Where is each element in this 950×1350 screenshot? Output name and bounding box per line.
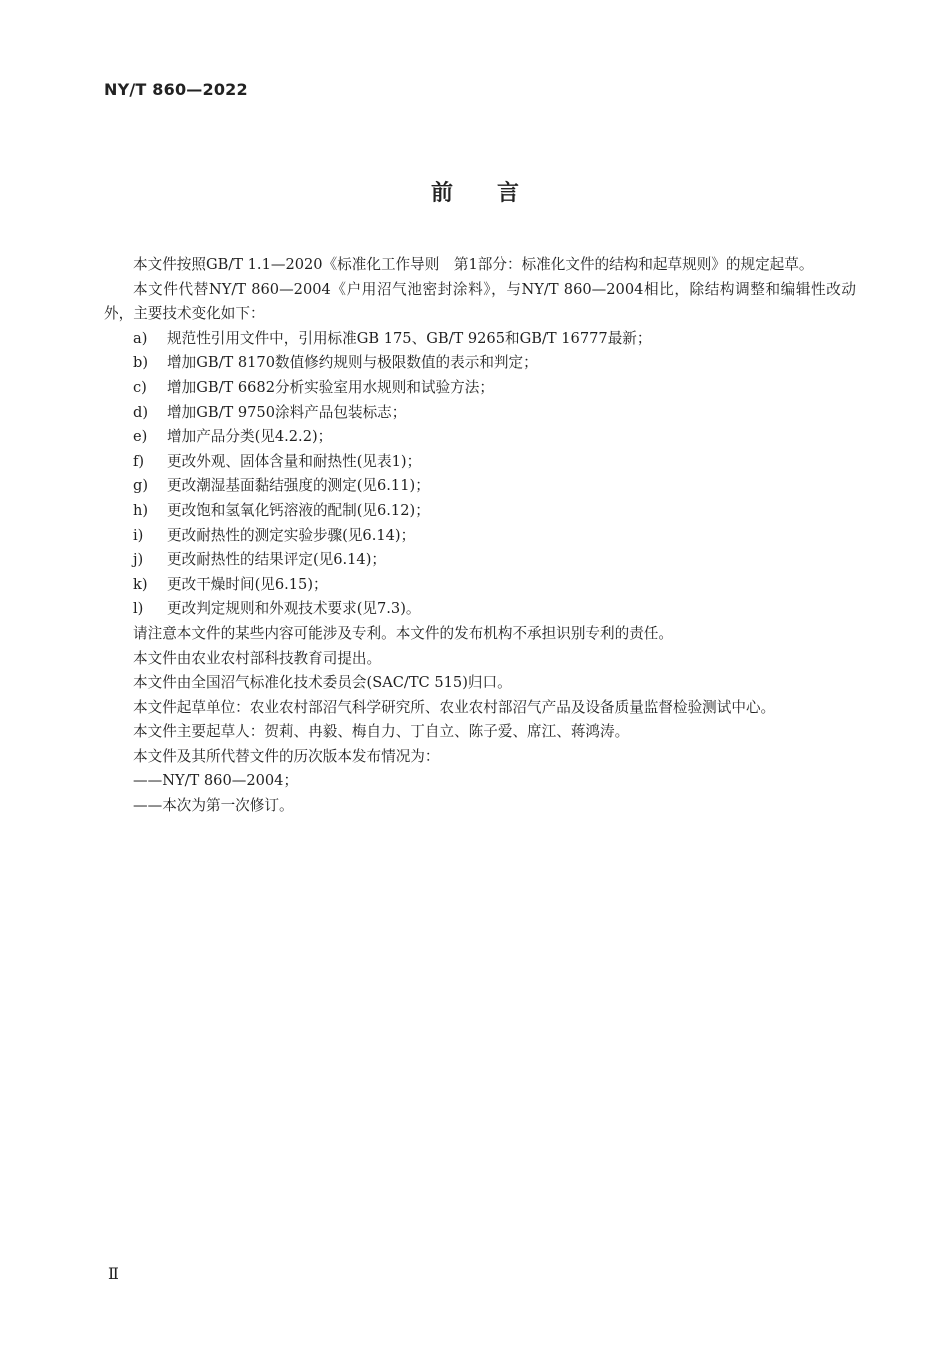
- list-item: [104, 573, 856, 598]
- list-item-text: 更改外观、固体含量和耐热性(见表1)；: [167, 452, 422, 470]
- list-item-text: 规范性引用文件中，引用标准GB 175、GB/T 9265和GB/T 16777最新；: [167, 329, 652, 347]
- list-item-text: 增加GB/T 9750涂料产品包装标志；: [167, 403, 407, 421]
- list-marker: c): [133, 378, 147, 396]
- drafters: 本文件主要起草人：贺莉、冉毅、梅自力、丁自立、陈子爱、席江、蒋鸿涛。: [133, 723, 630, 741]
- patent-notice: 请注意本文件的某些内容可能涉及专利。本文件的发布机构不承担识别专利的责任。: [133, 624, 673, 642]
- list-item-text: 更改饱和氢氧化钙溶液的配制(见6.12)；: [167, 501, 430, 519]
- changes-list: [104, 327, 856, 622]
- document-code: NY/T 860—2022: [104, 80, 248, 99]
- list-marker: l): [133, 600, 144, 618]
- list-marker: a): [133, 329, 148, 347]
- list-item: [104, 401, 856, 426]
- list-item: [104, 327, 856, 352]
- foreword-paragraph: 本文件代替NY/T 860—2004《户用沼气池密封涂料》，与NY/T 860—2004相比，除结构调整和编辑性改动外，主要技术变化如下：: [104, 280, 856, 323]
- list-item: [104, 376, 856, 401]
- list-item: [104, 548, 856, 573]
- committee-statement: 本文件由全国沼气标准化技术委员会(SAC/TC 515)归口。: [133, 674, 512, 692]
- list-item-text: 增加GB/T 6682分析实验室用水规则和试验方法；: [167, 378, 494, 396]
- list-item: [104, 474, 856, 499]
- list-item: [104, 425, 856, 450]
- list-item-text: 更改耐热性的测定实验步骤(见6.14)；: [167, 526, 416, 544]
- list-item-text: 增加GB/T 8170数值修约规则与极限数值的表示和判定；: [167, 354, 538, 372]
- version-history-intro: 本文件及其所代替文件的历次版本发布情况为：: [133, 747, 440, 765]
- list-item-text: 更改判定规则和外观技术要求(见7.3)。: [167, 600, 421, 618]
- drafting-units: 本文件起草单位：农业农村部沼气科学研究所、农业农村部沼气产品及设备质量监督检验测试中心。: [133, 698, 776, 716]
- list-marker: h): [133, 501, 149, 519]
- foreword-paragraph: 本文件按照GB/T 1.1—2020《标准化工作导则 第1部分：标准化文件的结构和起草规则》的规定起草。: [133, 256, 814, 273]
- list-item: [104, 597, 856, 622]
- list-marker: f): [133, 452, 145, 470]
- foreword-body: [104, 253, 856, 819]
- list-marker: j): [133, 551, 144, 569]
- list-item-text: 更改耐热性的结果评定(见6.14)；: [167, 551, 387, 569]
- version-history-item: ——NY/T 860—2004；: [133, 772, 299, 790]
- page-number: Ⅱ: [108, 1264, 119, 1283]
- list-item: [104, 499, 856, 524]
- list-item: [104, 450, 856, 475]
- list-marker: b): [133, 354, 149, 372]
- list-marker: i): [133, 526, 144, 544]
- list-item-text: 更改潮湿基面黏结强度的测定(见6.11)；: [167, 477, 430, 495]
- version-history-item: ——本次为第一次修订。: [133, 797, 294, 815]
- proposer-statement: 本文件由农业农村部科技教育司提出。: [133, 649, 382, 667]
- list-marker: g): [133, 477, 149, 495]
- list-item: [104, 524, 856, 549]
- list-marker: d): [133, 403, 149, 421]
- list-item-text: 更改干燥时间(见6.15)；: [167, 575, 328, 593]
- page-title: 前言: [430, 181, 563, 206]
- list-marker: e): [133, 428, 148, 446]
- list-item-text: 增加产品分类(见4.2.2)；: [167, 428, 333, 446]
- list-item: [104, 351, 856, 376]
- list-marker: k): [133, 575, 148, 593]
